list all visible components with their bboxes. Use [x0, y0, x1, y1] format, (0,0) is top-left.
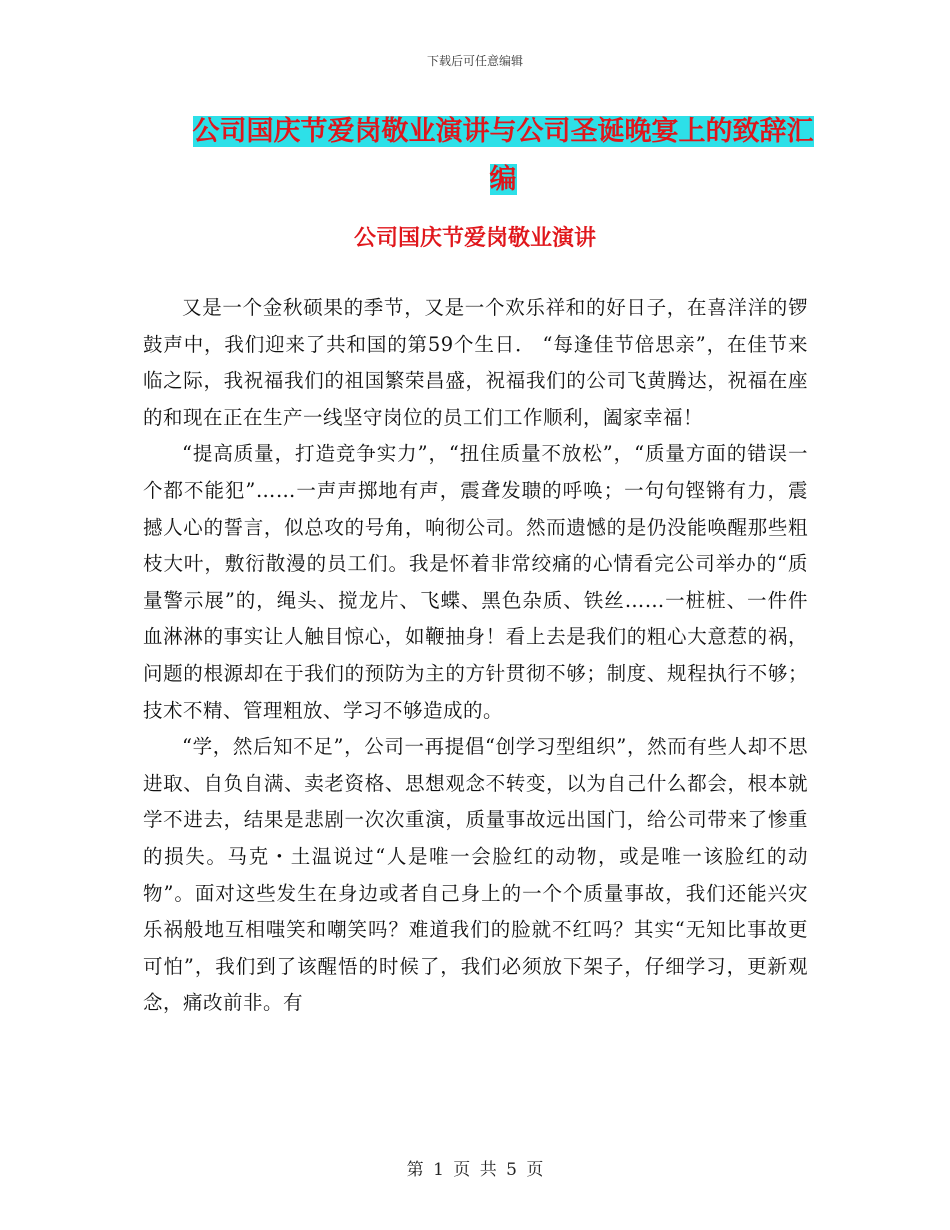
page-footer: 第 1 页 共 5 页	[406, 1160, 544, 1180]
document-title-text: 公司国庆节爱岗敬业演讲与公司圣诞晚宴上的致辞汇编	[192, 116, 814, 195]
paragraph: “学，然后知不足”，公司一再提倡“创学习型组织”，然而有些人却不思进取、自负自满、卖老资格、思想观念不转变，以为自己什么都会，根本就学不进去，结果是悲剧一次次重演，质量事故远出国门，给公司带来了惨重的损失。马克・土温说过“人是唯一会脸红的动物，或是唯一该脸红的动物”。面对这些发生在身边或者自己身上的一个个质量事故，我们还能兴灾乐祸般地互相嗤笑和嘲笑吗？难道我们的脸就不红吗？其实“无知比事故更可怕”，我们到了该醒悟的时候了，我们必须放下架子，仔细学习，更新观念，痛改前非。有	[143, 735, 808, 1015]
paragraph: “提高质量，打造竞争实力”，“扭住质量不放松”，“质量方面的错误一个都不能犯”……一声声掷地有声，震聋发聩的呼唤；一句句铿锵有力，震撼人心的誓言，似总攻的号角，响彻公司。然而遗憾的是仍没能唤醒那些粗枝大叶，敷衍散漫的员工们。我是怀着非常绞痛的心情看完公司举办的“质量警示展”的，绳头、搅龙片、飞蝶、黑色杂质、铁丝……一桩桩、一件件血淋淋的事实让人触目惊心，如鞭抽身！看上去是我们的粗心大意惹的祸，问题的根源却在于我们的预防为主的方针贯彻不够；制度、规程执行不够；技术不精、管理粗放、学习不够造成的。	[143, 442, 808, 722]
body-text	[143, 290, 808, 1022]
header-note: 下载后可任意编辑	[426, 54, 523, 68]
paragraph: 又是一个金秋硕果的季节，又是一个欢乐祥和的好日子，在喜洋洋的锣鼓声中，我们迎来了共和国的第59个生日． “每逢佳节倍思亲”，在佳节来临之际，我祝福我们的祖国繁荣昌盛，祝福我们的公司飞黄腾达，祝福在座的和现在正在生产一线坚守岗位的员工们工作顺利，阖家幸福！	[143, 296, 808, 429]
section-title: 公司国庆节爱岗敬业演讲	[353, 226, 596, 251]
document-title	[188, 108, 818, 204]
